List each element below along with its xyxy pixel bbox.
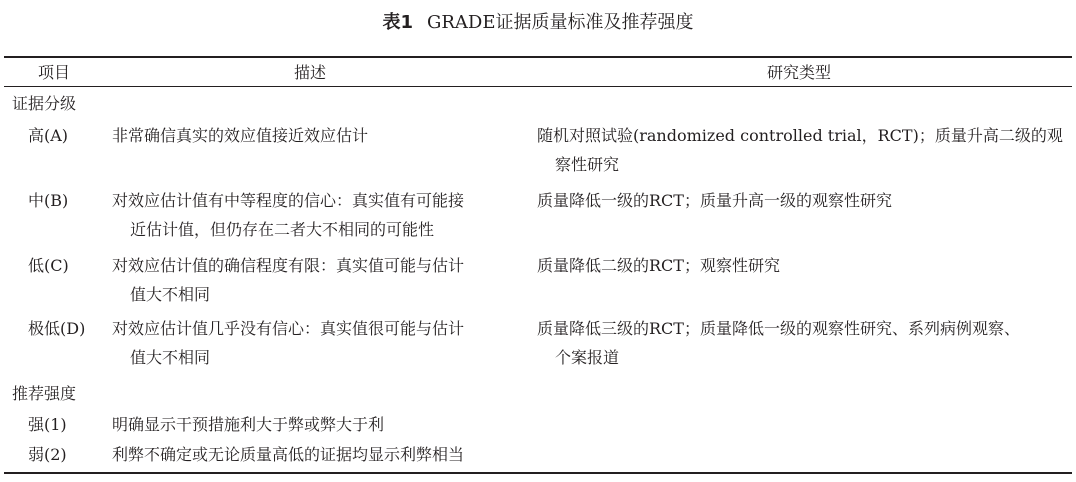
study-type-very-low (537, 314, 1020, 372)
study-type-line: 质量降低二级的RCT；观察性研究 (537, 256, 780, 275)
level-weak: 弱(2) (28, 445, 67, 464)
description-low (112, 251, 464, 309)
level-moderate: 中(B) (28, 191, 69, 210)
study-type-line: 随机对照试验(randomized controlled trial，RCT)；质量升高二级的观 (537, 126, 1063, 145)
level-high: 高(A) (28, 126, 69, 145)
description-moderate (112, 186, 464, 244)
study-type-line: 个案报道 (555, 348, 620, 367)
description-strong: 明确显示干预措施利大于弊或弊大于利 (112, 415, 385, 434)
top-rule (4, 56, 1072, 58)
header-study-type: 研究类型 (767, 63, 832, 82)
study-type-line: 质量降低三级的RCT；质量降低一级的观察性研究、系列病例观察、 (537, 319, 1020, 338)
description-line: 对效应估计值有中等程度的信心：真实值有可能接 (112, 191, 465, 210)
header-description: 描述 (294, 63, 327, 82)
table-caption (0, 10, 1076, 36)
table-title: GRADE证据质量标准及推荐强度 (427, 12, 694, 33)
study-type-high (537, 121, 1063, 179)
bottom-rule (4, 472, 1072, 474)
description-high (112, 121, 368, 150)
study-type-line: 察性研究 (555, 155, 620, 174)
section-recommendation-strength: 推荐强度 (12, 384, 77, 403)
header-rule (4, 86, 1072, 87)
description-line: 值大不相同 (130, 285, 211, 304)
header-item: 项目 (38, 63, 71, 82)
study-type-moderate (537, 186, 892, 215)
table-number: 表1 (382, 12, 413, 33)
description-very-low (112, 314, 464, 372)
section-evidence-grading: 证据分级 (12, 94, 77, 113)
description-line: 值大不相同 (130, 348, 211, 367)
description-line: 非常确信真实的效应值接近效应估计 (112, 126, 369, 145)
study-type-low (537, 251, 780, 280)
study-type-line: 质量降低一级的RCT；质量升高一级的观察性研究 (537, 191, 892, 210)
description-weak: 利弊不确定或无论质量高低的证据均显示利弊相当 (112, 445, 465, 464)
description-line: 对效应估计值几乎没有信心：真实值很可能与估计 (112, 319, 465, 338)
level-low: 低(C) (28, 256, 69, 275)
level-very-low: 极低(D) (28, 319, 86, 338)
description-line: 近估计值，但仍存在二者大不相同的可能性 (130, 220, 435, 239)
description-line: 对效应估计值的确信程度有限：真实值可能与估计 (112, 256, 465, 275)
level-strong: 强(1) (28, 415, 67, 434)
